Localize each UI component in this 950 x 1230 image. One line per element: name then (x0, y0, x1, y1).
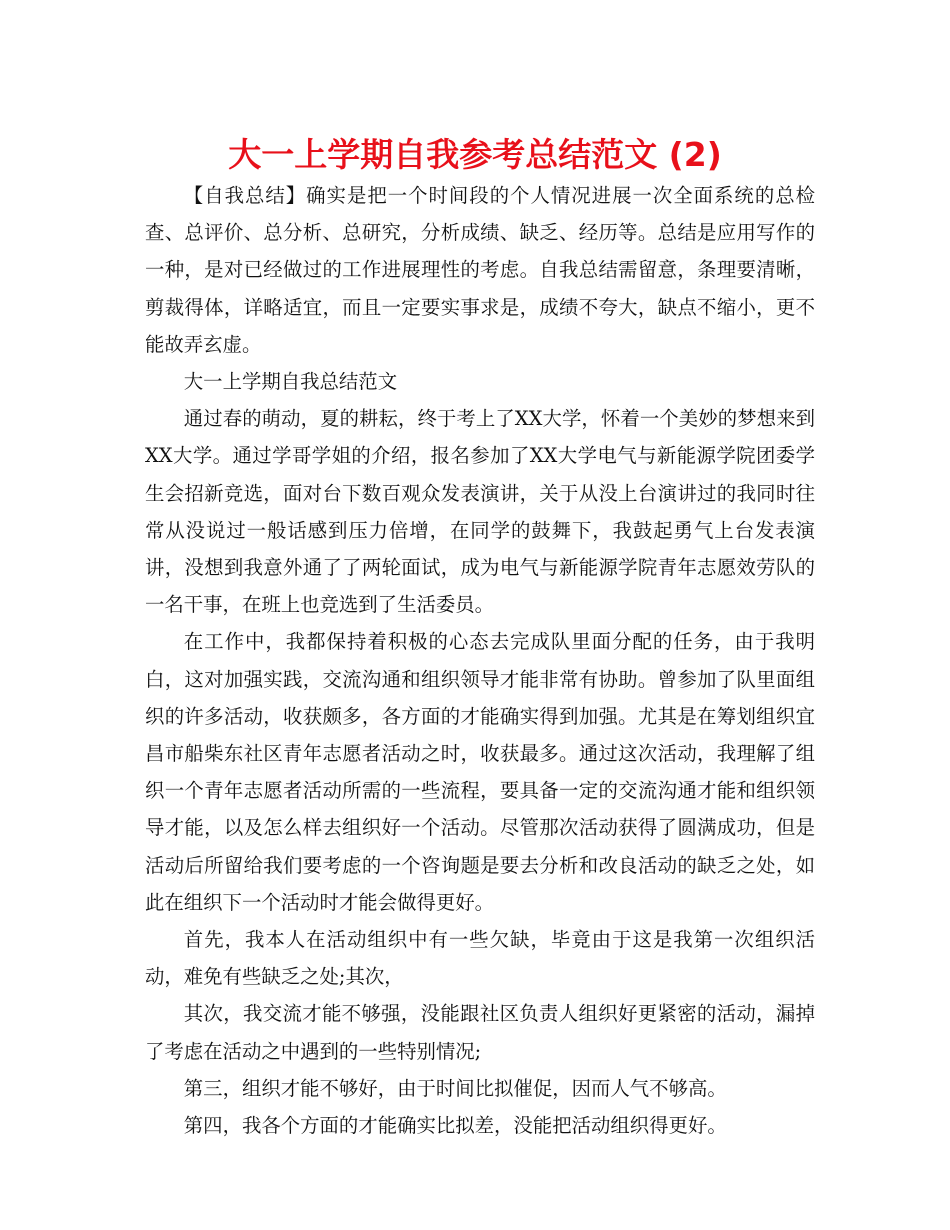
body-paragraph: 通过春的萌动，夏的耕耘，终于考上了XX大学，怀着一个美妙的梦想来到XX大学。通过学哥学姐的介绍，报名参加了XX大学电气与新能源学院团委学生会招新竞选，面对台下数百观众发表演讲，关于从没上台演讲过的我同时往常从没说过一般话感到压力倍增，在同学的鼓舞下，我鼓起勇气上台发表演讲，没想到我意外通了了两轮面试，成为电气与新能源学院青年志愿效劳队的一名干事，在班上也竞选到了生活委员。 (145, 407, 815, 617)
body-paragraph: 其次，我交流才能不够强，没能跟社区负责人组织好更紧密的活动，漏掉了考虑在活动之中遇到的一些特别情况; (145, 1002, 815, 1063)
body-paragraph: 第三，组织才能不够好，由于时间比拟催促，因而人气不够高。 (183, 1076, 727, 1100)
body-paragraph: 第四，我各个方面的才能确实比拟差，没能把活动组织得更好。 (183, 1114, 727, 1138)
intro-paragraph: 【自我总结】确实是把一个时间段的个人情况进展一次全面系统的总检查、总评价、总分析、总研究，分析成绩、缺乏、经历等。总结是应用写作的一种，是对已经做过的工作进展理性的考虑。自我总结需留意，条理要清晰，剪裁得体，详略适宜，而且一定要实事求是，成绩不夸大，缺点不缩小，更不能故弄玄虚。 (145, 184, 815, 356)
body-paragraph: 首先，我本人在活动组织中有一些欠缺，毕竟由于这是我第一次组织活动，难免有些缺乏之处;其次， (145, 928, 815, 989)
body-paragraph: 在工作中，我都保持着积极的心态去完成队里面分配的任务，由于我明白，这对加强实践，交流沟通和组织领导才能非常有协助。曾参加了队里面组织的许多活动，收获颇多，各方面的才能确实得到加强。尤其是在筹划组织宜昌市船柴东社区青年志愿者活动之时，收获最多。通过这次活动，我理解了组织一个青年志愿者活动所需的一些流程，要具备一定的交流沟通才能和组织领导才能，以及怎么样去组织好一个活动。尽管那次活动获得了圆满成功，但是活动后所留给我们要考虑的一个咨询题是要去分析和改良活动的缺乏之处，如此在组织下一个活动时才能会做得更好。 (145, 630, 815, 914)
document-title: 大一上学期自我参考总结范文 (2) (228, 135, 722, 174)
section-heading: 大一上学期自我总结范文 (183, 370, 398, 394)
document-body (145, 177, 815, 1144)
